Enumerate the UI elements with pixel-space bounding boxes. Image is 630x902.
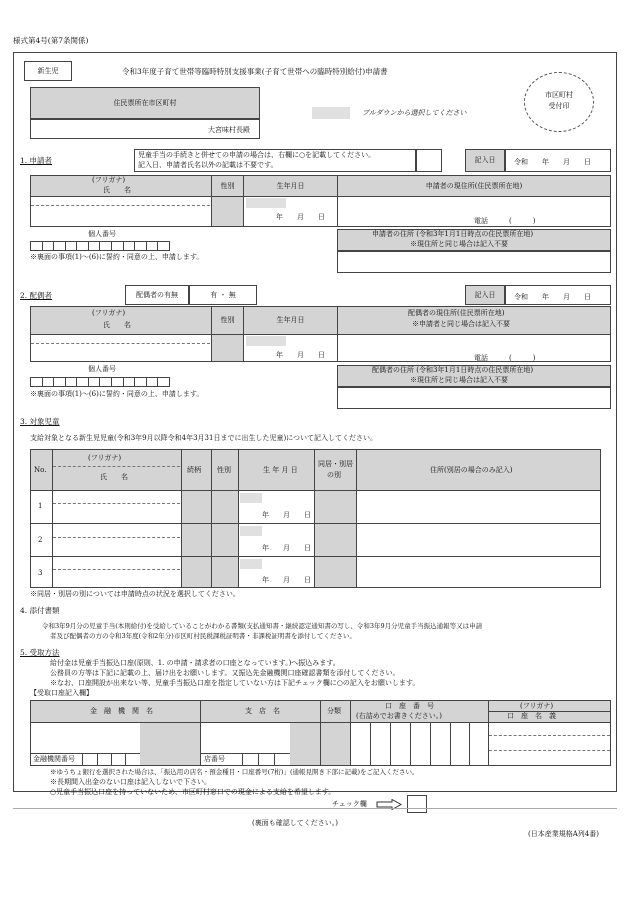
newborn-label: 新生児 [37,67,59,75]
s3-intro: 支給対象となる新生児児童(令和3年9月以降令和4年3月31日までに出生した児童)について記入してください。 [30,434,378,442]
municipality-select[interactable] [30,87,260,119]
s1-check-circle-box[interactable] [416,149,442,172]
form-title: 令和3年度子育て世帯等臨時特別支援事業(子育て世帯への臨時特別給付)申請書 [122,67,388,76]
s4-heading: 4. 添付書類 [20,606,60,615]
s2-header-dob [244,307,337,334]
s2-yes-no-label: 有 ・ 無 [210,291,236,299]
size-note: (日本産業規格A列4番) [528,830,599,838]
s1-id-boxes[interactable] [30,241,170,251]
s1-address-label: 申請者の現住所(住民票所在地) [425,182,523,190]
s2-gender-label: 性別 [220,316,235,324]
s1-addr2: 申請者の住所 (令和3年1月1日時点の住民票所在地) [372,230,534,238]
s1-pledge: ※裏面の事項(1)～(6)に誓約・同意の上、申請します。 [30,253,204,261]
s1-phone: 電話 ( ) [474,217,536,225]
s5-branch-code: 店番号 [204,755,225,763]
s1-header-line [30,196,611,197]
s2-date-label-box [465,285,505,305]
newborn-badge [24,61,72,81]
s5-branch-type-select[interactable] [290,723,320,765]
s5-line2: 公務員の方等は下記に記載の上、届け出をお願いします。又振込先金融機関口座確認書類を添付してください。 [50,669,400,677]
s2-phone: 電話 ( ) [474,354,536,362]
s5-branch: 支 店 名 [245,707,280,715]
s2-name: 氏 名 [103,321,131,329]
s2-dob-label: 生年月日 [276,316,305,324]
s5-category-select[interactable] [321,723,350,765]
stamp-line1: 市区町村 [545,91,573,99]
s3-gender-select[interactable] [212,524,238,556]
s5-bank-type-select[interactable] [140,723,200,765]
s2-pledge: ※裏面の事項(1)～(6)に誓約・同意の上、申請します。 [30,390,204,398]
s1-header-address [338,176,610,196]
s4-line2: 者及び配偶者の方の令和3年度(令和2年分)市区町村民税課税証明書・非課税証明書を添付してください。 [50,632,356,640]
s2-addr2-input[interactable] [337,387,611,409]
s5-bank-code: 金融機関番号 [33,755,75,763]
s1-date-label-box [465,149,505,172]
s3-row-no: 2 [38,536,43,544]
s3-row-no: 1 [38,502,43,510]
s2-id-boxes[interactable] [30,377,170,387]
s3-gender: 性別 [217,466,231,474]
municipality-label: 住民票所在市区町村 [113,99,177,107]
s2-date-value: 令和 年 月 日 [514,293,591,301]
s1-era-select[interactable] [246,198,286,208]
s1-dob-label: 生年月日 [276,182,305,190]
s5-check-label: チェック欄 [332,800,367,808]
s3-cohab2: の別 [327,471,341,479]
s5-furigana: (フリガナ) [520,702,554,710]
s3-cohab1: 同居・別居 [318,460,353,468]
s2-furigana: (フリガナ) [92,309,126,317]
s5-category: 分類 [327,707,341,715]
s3-dob: 生 年 月 日 [263,466,298,474]
s3-relation-select[interactable] [182,557,211,587]
s1-date-field[interactable] [505,149,611,172]
s3-cohab-select[interactable] [315,524,356,556]
s1-id-label: 個人番号 [88,230,116,238]
s2-header-gender [212,307,243,334]
s1-gender-select[interactable] [212,197,243,226]
s2-heading: 2. 配偶者 [20,291,53,300]
s5-n1: ※ゆうちょ銀行を選択された場合は、「振込用の店名・預金種目・口座番号(7桁)」(通帳見開き下部に記載)をご記入ください。 [50,768,419,776]
s5-acct-label: 【受取口座記入欄】 [30,689,93,697]
s3-ymd: 年 月 日 [262,544,311,552]
s5-n2: ※長期間入出金のない口座は記入しないで下さい。 [50,778,211,786]
s5-heading: 5. 受取方法 [20,648,60,657]
s1-heading: 1. 申請者 [20,156,53,165]
s5-line3: ※なお、口座開設が出来ない等、児童手当振込口座を指定していない方は下記チェック欄に○の記入をお願いします。 [50,679,420,687]
s3-gender-select[interactable] [212,557,238,587]
s3-name: 氏 名 [100,473,128,481]
s3-ymd: 年 月 日 [262,511,311,519]
s1-date-value: 令和 年 月 日 [514,158,591,166]
s1-notice2: 記入日、申請者氏名以外の記載は不要です。 [138,161,278,169]
s2-date-label: 記入日 [474,291,496,299]
reception-stamp [524,72,594,132]
s1-gender-label: 性別 [220,182,235,190]
s5-bank: 金 融 機 関 名 [90,707,153,715]
s3-note: ※同居・別居の別については申請時点の状況を選択してください。 [30,590,240,598]
s3-era-select[interactable] [240,493,262,503]
s3-relation-select[interactable] [182,491,211,523]
s1-ymd: 年 月 日 [276,213,325,221]
s3-era-select[interactable] [240,559,262,569]
stamp-line2: 受付印 [548,102,570,110]
s2-addr2-note: ※現住所と同じ場合は記入不要 [410,376,508,384]
s2-era-select[interactable] [246,336,286,346]
s2-gender-select[interactable] [212,335,243,361]
s1-addr2-note: ※現住所と同じ場合は記入不要 [410,240,508,248]
s5-n3: ○児童手当振込口座を持っていないため、市区町村窓口での現金による支給を希望します。 [50,788,336,796]
s1-date-label: 記入日 [474,156,496,164]
footer-note: (裏面も確認してください。) [252,819,338,827]
s2-address-note: ※申請者と同じ場合は記入不要 [412,320,510,328]
s2-spouse-box [125,285,189,305]
s2-id-label: 個人番号 [88,365,116,373]
s3-ymd: 年 月 日 [262,576,311,584]
s4-line1: 令和3年9月分の児童手当(本則給付)を受給していることがわかる書類(支払通知書・継続認定通知書の写し、令和3年9月分児童手当振込通報等又は申請 [42,622,483,630]
s1-name: 氏 名 [103,186,131,194]
s2-addr2: 配偶者の住所 (令和3年1月1日時点の住民票所在地) [372,366,534,374]
s2-ymd: 年 月 日 [276,351,325,359]
dropdown-hint: プルダウンから選択してください [362,109,467,117]
form-number: 様式第4号(第7条関係) [13,36,89,45]
s1-header-dob [244,176,337,196]
s3-no: No. [34,466,47,474]
s3-cohab-select[interactable] [315,491,356,523]
s5-check-box[interactable] [407,795,427,813]
s3-heading: 3. 対象児童 [20,417,60,426]
s3-cohab-select[interactable] [315,557,356,587]
s1-header-gender [212,176,243,196]
s1-name-input[interactable] [33,208,208,225]
s5-acct-no: 口 座 番 号 [385,702,434,710]
s2-date-field[interactable] [505,285,611,305]
s3-relation-select[interactable] [182,524,211,556]
s2-has-spouse: 配偶者の有無 [136,291,178,299]
s1-addr2-input[interactable] [337,251,611,273]
s5-line1: 給付金は児童手当振込口座(原則、1. の申請・請求者の口座となっています。)へ振込みます。 [50,659,340,667]
s3-row-no: 3 [38,569,43,577]
s1-notice1: 児童手当の手続きと併せての申請の場合は、右欄に○を記載してください。 [138,151,376,159]
s3-furigana: (フリガナ) [88,454,122,462]
s3-relation: 続柄 [187,466,201,474]
s2-address: 配偶者の現住所(住民票所在地) [408,309,505,317]
dropdown-sample [312,107,350,119]
s5-holder: 口 座 名 義 [507,712,556,720]
s3-gender-select[interactable] [212,491,238,523]
s5-acct-sub: (右詰めでお書きください。) [356,712,442,720]
s1-furigana: (フリガナ) [92,176,126,184]
s3-era-select[interactable] [240,526,262,536]
s3-addr: 住所(別居の場合のみ記入) [430,466,513,474]
s2-yes-no[interactable] [189,285,257,305]
mayor-label: 大宮味村長殿 [208,126,250,134]
